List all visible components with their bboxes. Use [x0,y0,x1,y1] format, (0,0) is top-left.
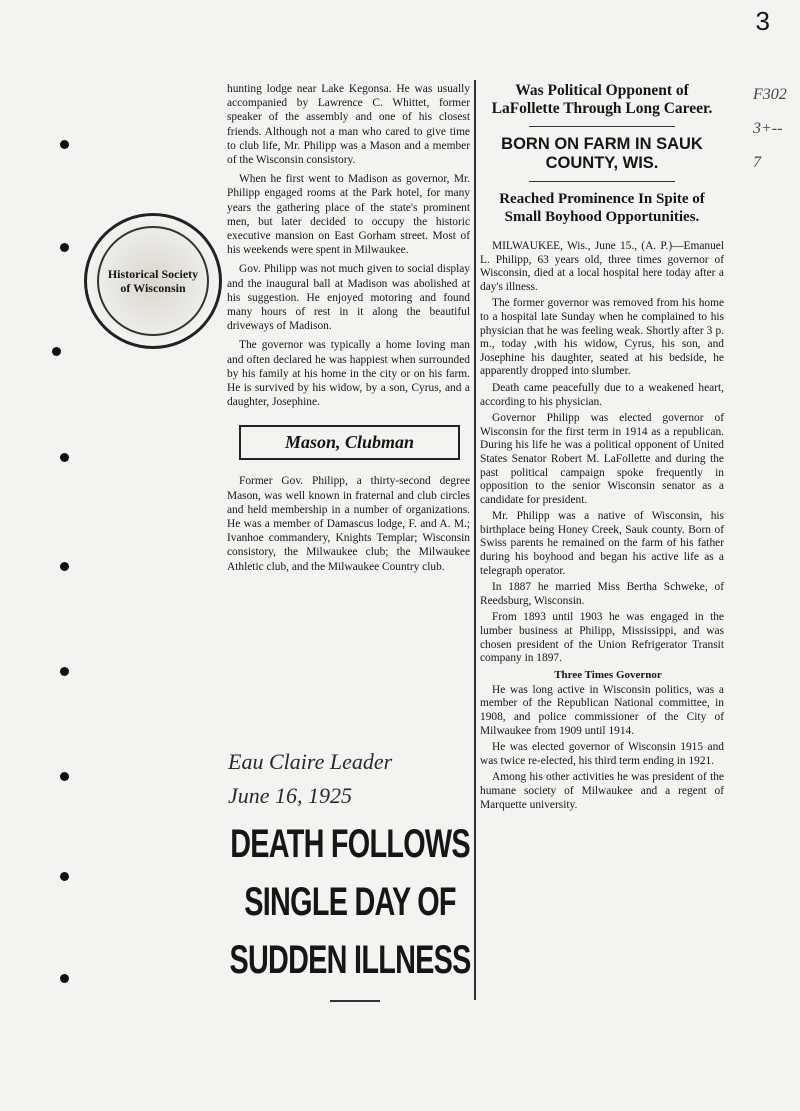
punch-hole [60,453,69,462]
article-paragraph: He was long active in Wisconsin politics, was a member of the Republican National committee, in 1908, and police commissioner of the City of Milwaukee from 1909 until 1914. [480,683,724,737]
article-paragraph: When he first went to Madison as governor, Mr. Philipp engaged rooms at the Park hotel, for many years the gathering place of the state's prominent men, but later decided to occupy the historic executive mansion on East Gorham street. Most of his weekends were spent in Milwaukee. [227,173,470,257]
punch-hole [60,140,69,149]
punch-hole [60,974,69,983]
main-headline-line: SUDDEN ILLNESS [229,938,471,982]
subhead: Three Times Governor [554,668,662,681]
headline-rule [529,126,675,127]
main-headline-line: SINGLE DAY OF [244,880,456,924]
headline-rule [330,1000,380,1002]
article-paragraph: Mr. Philipp was a native of Wisconsin, his birthplace being Honey Creek, Sauk county. Born of Swiss parents he remained on the farm of his father during his boyhood and began his active life as a telegraph operator. [480,510,724,577]
section-heading-box: Mason, Clubman [239,425,460,460]
article-paragraph: Governor Philipp was elected governor of Wisconsin for the first term in 1914 as a republican. During his life he was a political opponent of United States Senator Robert M. LaFollette and during the past political campaign spoke frequently in opposition to the senior Wisconsin senator as a candidate for president. [480,412,724,506]
headline-rule [529,181,675,182]
article-paragraph: Among his other activities he was president of the humane society of Milwaukee and a regent of Marquette university. [480,771,724,811]
punch-hole [60,872,69,881]
handwritten-source-note [228,745,468,813]
article-paragraph: MILWAUKEE, Wis., June 15., (A. P.)—Emanuel L. Philipp, 63 years old, three times governor of Wisconsin, died at a local hospital here today after a day's illness. [480,240,724,293]
punch-hole [60,772,69,781]
article-paragraph: Gov. Philipp was not much given to social display and the inaugural ball at Madison was abolished at his suggestion. He enjoyed motoring and found many hours of rest in it along the beautiful driveways of Madison. [227,263,470,333]
article-paragraph: He was elected governor of Wisconsin 1915 and was twice re-elected, his third term ending in 1921. [480,741,724,767]
handwritten-date: June 16, 1925 [228,783,353,808]
headline-deck-3: Reached Prominence In Spite of Small Boyhood Opportunities. [499,191,705,225]
article-paragraph: In 1887 he married Miss Bertha Schweke, of Reedsburg, Wisconsin. [480,581,724,607]
margin-note: 7 [753,154,761,171]
column-divider [474,80,476,1000]
headline-deck-2: BORN ON FARM IN SAUK COUNTY, WIS. [501,135,703,172]
margin-note: F302 [753,86,787,103]
headline-deck-1: Was Political Opponent of LaFollette Through Long Career. [491,82,713,117]
left-column [227,82,470,579]
margin-notes [753,78,798,180]
article-paragraph: hunting lodge near Lake Kegonsa. He was usually accompanied by Lawrence C. Whittet, former speaker of the assembly and one of his closest friends. Although not a man who cared to give time to club life, Mr. Philipp was a Mason and a member of the Wisconsin consistory. [227,83,470,167]
article-paragraph: Death came peacefully due to a weakened heart, according to his physician. [480,381,724,408]
punch-hole [60,243,69,252]
seal-text: Historical Society of Wisconsin [107,267,199,295]
article-paragraph: The governor was typically a home loving man and often declared he was happiest when surrounded by his family at his home in the city or on his farm. He is survived by his widow, by a son, Cyrus, and a daughter, Josephine. [227,339,470,409]
punch-hole [60,562,69,571]
page-number: 3 [755,6,770,36]
punch-hole [52,347,61,356]
punch-hole [60,667,69,676]
main-headline-line: DEATH FOLLOWS [230,822,470,866]
right-column [480,82,724,815]
article-paragraph: From 1893 until 1903 he was engaged in the lumber business at Philipp, Mississippi, and was chosen president of the Union Refrigerator Transit company in 1897. [480,611,724,665]
article-paragraph: Former Gov. Philipp, a thirty-second degree Mason, was well known in fraternal and club circles and held membership in a number of organizations. He was a member of Damascus lodge, F. and A. M.; Ivanhoe commandery, Knights Templar; Wisconsin consistory, the Milwaukee club; the Milwaukee Athletic club, and the Milwaukee Country club. [227,475,470,573]
handwritten-newspaper-name: Eau Claire Leader [228,749,393,774]
main-headline [228,815,472,989]
margin-note: 3+-- [753,120,783,137]
article-paragraph: The former governor was removed from his home to a hospital late Sunday when he complained to his physician that he was feeling weak. Shortly after 3 p. m., today ,with his widow, Cyrus, his son, and Josephine his daughter, seated at his bedside, he apparently dropped into slumber. [480,297,724,378]
article-body [480,240,724,812]
historical-society-seal [84,213,222,349]
